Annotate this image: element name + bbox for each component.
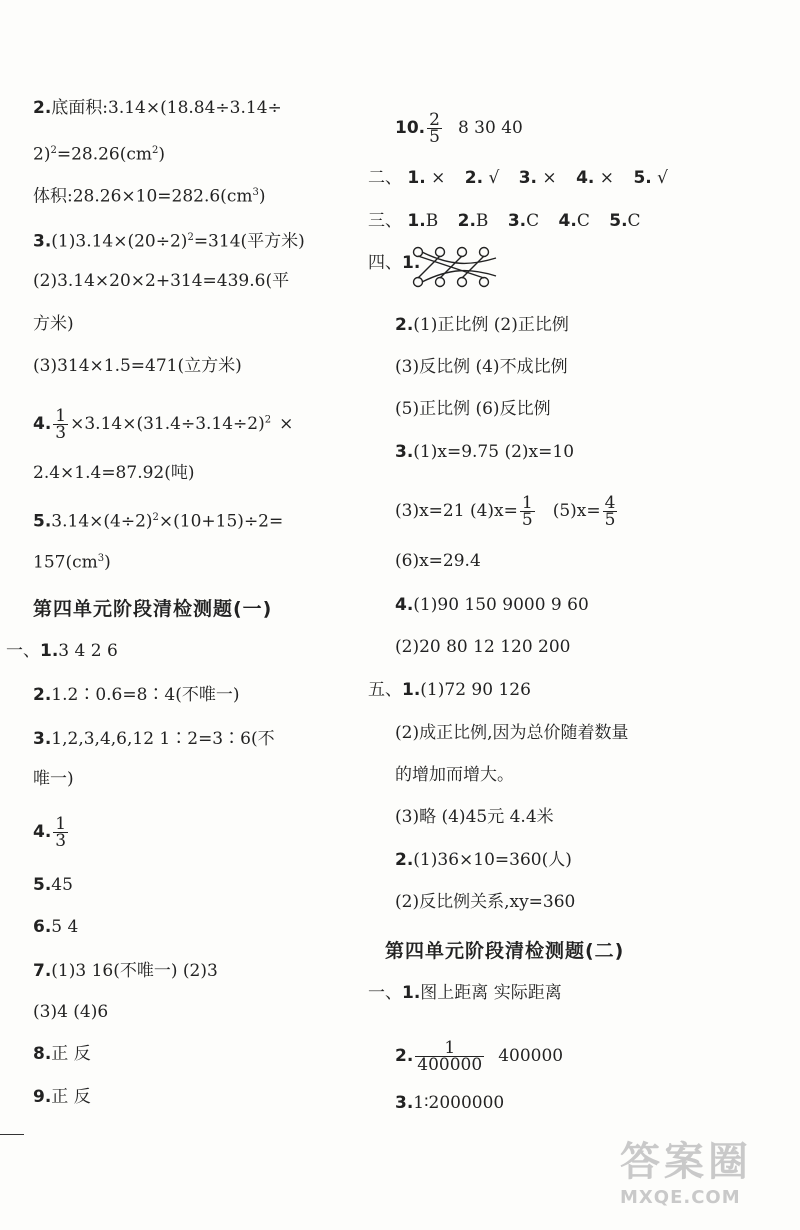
s4-q3-line1: 3.(1)x=9.75 (2)x=10 [395, 442, 575, 462]
margin-rule [0, 1134, 24, 1135]
s5-q2-line1: 2.(1)36×10=360(人) [395, 850, 572, 870]
s4-q4-line1: 4.(1)90 150 9000 9 60 [395, 595, 589, 615]
q4-line2: 2.4×1.4=87.92(吨) [33, 463, 195, 483]
q3-line4: (3)314×1.5=471(立方米) [33, 356, 242, 376]
s5-q1-line3: 的增加而增大。 [395, 765, 514, 785]
section-heading-2: 第四单元阶段清检测题(二) [385, 940, 625, 962]
s4-q3-line2: (3)x=21 (4)x= $\frac{1}{5}$ (5)x= $\frac{4}{5}$ [395, 493, 616, 530]
q3-line1: $3.(1)3.14\times(20\div 2)^2=314$(平方米) [33, 231, 305, 252]
q4-line1: 4. $\frac{1}{3}$ $\times 3.14\times(31.4\div 3.14\div 2)^2$ × [33, 406, 294, 443]
fraction: $\frac{1}{3}$ [55, 814, 67, 851]
t1-q3: 3.1∶2000000 [395, 1093, 505, 1113]
volume-line: 体积$:28.26\times 10=282.6(cm^3)$ [33, 186, 266, 207]
fraction: $\frac{1}{5}$ [521, 493, 533, 530]
s4-q2-line3: (5)正比例 (6)反比例 [395, 399, 551, 419]
s5-q1-line1: 五、1.(1)72 90 126 [368, 680, 531, 700]
s1-q9: 9.正 反 [33, 1087, 91, 1107]
s3-row: 三、 1.B 2.B 3.C 4.C 5.C [368, 211, 641, 231]
s1-q3-line1: 3.1,2,3,4,6,12 1∶2=3∶6(不 [33, 729, 275, 749]
matching-diagram [410, 244, 506, 290]
s1-q1: 一、1.3 4 2 6 [6, 641, 118, 661]
s1-q4: 4. $\frac{1}{3}$ [33, 814, 67, 851]
q3-line3: 方米) [33, 314, 74, 334]
s4-q3-line3: (6)x=29.4 [395, 551, 481, 571]
q2-line2: $2)^2=28.26(cm^2)$ [33, 144, 166, 165]
s4-q2-line1: 2.(1)正比例 (2)正比例 [395, 315, 569, 335]
s1-q3-line2: 唯一) [33, 769, 74, 789]
fraction: $\frac{2}{5}$ [429, 110, 440, 147]
watermark-logo: 答案圈 MXQE.COM [620, 1139, 752, 1208]
s1-q2: 2.1.2∶0.6=8∶4(不唯一) [33, 685, 240, 705]
s1-q7-line2: (3)4 (4)6 [33, 1002, 109, 1022]
t1-q1: 一、1.图上距离 实际距离 [368, 983, 562, 1003]
s4-q2-line2: (3)反比例 (4)不成比例 [395, 357, 568, 377]
fraction: $\frac{1}{3}$ [55, 406, 67, 443]
q10: 10. $\frac{2}{5}$ 8 30 40 [395, 110, 523, 147]
fraction: $\frac{1}{400000}$ [417, 1038, 483, 1075]
q3-line2: (2)3.14×20×2+314=439.6(平 [33, 271, 290, 291]
s4-q4-line2: (2)20 80 12 120 200 [395, 637, 571, 657]
fraction: $\frac{4}{5}$ [604, 493, 616, 530]
t1-q2: 2. $\frac{1}{400000}$ 400000 [395, 1038, 564, 1075]
s5-q1-line2: (2)成正比例,因为总价随着数量 [395, 723, 629, 743]
section-heading-1: 第四单元阶段清检测题(一) [33, 598, 273, 620]
s1-q5: 5.45 [33, 875, 73, 895]
s4-q1: 四、1. [368, 253, 421, 273]
q5-line2: $157(cm^3)$ [33, 552, 111, 573]
s5-q1-line4: (3)略 (4)45元 4.4米 [395, 807, 554, 827]
s1-q7-line1: 7.(1)3 16(不唯一) (2)3 [33, 961, 218, 981]
s1-q8: 8.正 反 [33, 1044, 91, 1064]
q5-line1: $5.3.14\times(4\div 2)^2\times(10+15)\div 2=$ [33, 511, 284, 532]
q2-line1: 2.底面积:3.14×(18.84÷3.14÷ [33, 98, 282, 118]
s5-q2-line2: (2)反比例关系,xy=360 [395, 892, 576, 912]
s2-row: 二、 1. × 2. √ 3. × 4. × 5. √ [368, 168, 668, 188]
s1-q6: 6.5 4 [33, 917, 79, 937]
